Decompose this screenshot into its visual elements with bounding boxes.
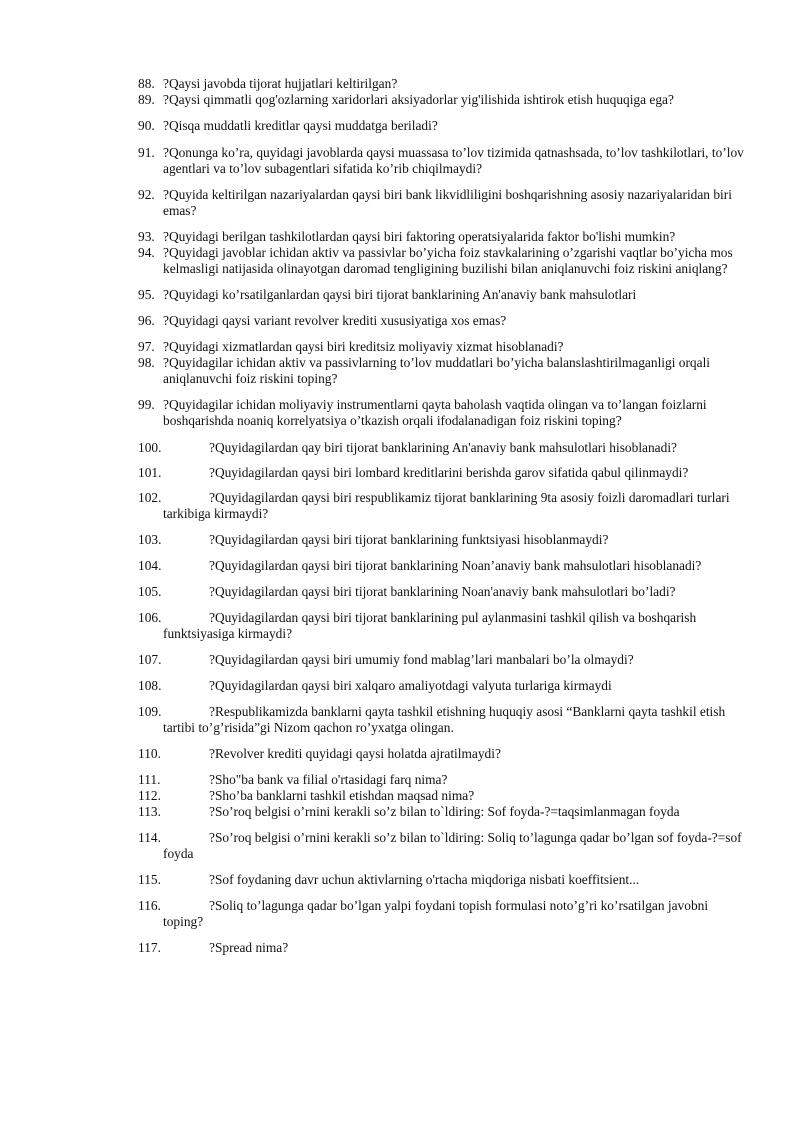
list-item	[138, 92, 748, 108]
list-item	[138, 287, 748, 303]
list-item	[138, 584, 748, 600]
item-number: 103.	[138, 532, 162, 547]
item-text: ?Qaysi javobda tijorat hujjatlari keltirilgan?	[163, 76, 398, 91]
item-text: ?Quyidagilardan qaysi biri xalqaro amaliyotdagi valyuta turlariga kirmaydi	[209, 678, 612, 693]
item-text: ?Quyidagilardan qaysi biri tijorat banklarining pul aylanmasini tashkil qilish va boshqarish funktsiyasiga kirmaydi?	[163, 610, 697, 641]
item-number: 115.	[138, 872, 161, 887]
list-item	[138, 339, 748, 355]
list-item	[138, 465, 748, 481]
item-text: ?Qonunga ko’ra, quyidagi javoblarda qaysi muassasa to’lov tizimida qatnashsada, to’lov tashkilotlari, to’lov agentlari va to’lov subagentlari sifatida ko’rib chiqilmaydi?	[163, 145, 744, 176]
item-number: 104.	[138, 558, 162, 573]
item-text: ?Sof foydaning davr uchun aktivlarning o'rtacha miqdoriga nisbati koeffitsient...	[209, 872, 640, 887]
item-number: 108.	[138, 678, 162, 693]
item-text: ?Quyidagilar ichidan moliyaviy instrumentlarni qayta baholash vaqtida olingan va to’langan foizlarni boshqarishda noaniq korrelyatsiya o’tkazish orqali ifodalanadigan foiz riskini toping?	[163, 397, 707, 428]
list-item	[138, 704, 748, 736]
list-item	[138, 678, 748, 694]
item-text: ?Revolver krediti quyidagi qaysi holatda ajratilmaydi?	[209, 746, 501, 761]
list-item	[138, 187, 748, 219]
list-item	[138, 145, 748, 177]
item-number: 112.	[138, 788, 161, 803]
item-text: ?Respublikamizda banklarni qayta tashkil etishning huquqiy asosi “Banklarni qayta tashkil etish tartibi to’g’risida”gi Nizom qachon ro’yxatga olingan.	[163, 704, 726, 735]
list-item	[138, 76, 748, 92]
list-item	[138, 830, 748, 862]
list-item	[138, 558, 748, 574]
item-number: 109.	[138, 704, 162, 719]
item-number: 114.	[138, 830, 161, 845]
list-item	[138, 313, 748, 329]
item-text: ?Quyidagilardan qaysi biri tijorat banklarining Noan’anaviy bank mahsulotlari hisoblanadi?	[209, 558, 702, 573]
item-number: 96.	[138, 313, 155, 328]
item-number: 91.	[138, 145, 155, 160]
item-number: 102.	[138, 490, 162, 505]
item-text: ?Quyidagilardan qay biri tijorat banklarining An'anaviy bank mahsulotlari hisoblanadi?	[209, 440, 677, 455]
item-number: 99.	[138, 397, 155, 412]
item-number: 117.	[138, 940, 161, 955]
list-item	[138, 118, 748, 134]
list-item	[138, 532, 748, 548]
list-item	[138, 788, 748, 804]
item-text: ?Quyida keltirilgan nazariyalardan qaysi biri bank likvidliligini boshqarishning asosiy nazariyalaridan biri emas?	[163, 187, 732, 218]
item-text: ?So’roq belgisi o’rnini kerakli so’z bilan to`ldiring: Sof foyda-?=taqsimlanmagan foyda	[209, 804, 680, 819]
item-text: ?Quyidagilardan qaysi biri tijorat banklarining funktsiyasi hisoblanmaydi?	[209, 532, 609, 547]
item-text: ?Quyidagi javoblar ichidan aktiv va passivlar bo’yicha foiz stavkalarining o’zgarishi vaqtlar bo’yicha mos kelmasligi natijasida olinayotgan daromad tengligining buzilishi bilan aniqlanuvchi foiz riskini aniqlang?	[163, 245, 733, 276]
item-number: 89.	[138, 92, 155, 107]
item-number: 111.	[138, 772, 161, 787]
list-item	[138, 940, 748, 956]
item-text: ?So’roq belgisi o’rnini kerakli so’z bilan to`ldiring: Soliq to’lagunga qadar bo’lgan sof foyda-?=sof foyda	[163, 830, 742, 861]
list-item	[138, 355, 748, 387]
list-item	[138, 772, 748, 788]
list-item	[138, 804, 748, 820]
item-number: 107.	[138, 652, 162, 667]
item-text: ?Qisqa muddatli kreditlar qaysi muddatga beriladi?	[163, 118, 438, 133]
item-number: 101.	[138, 465, 162, 480]
item-number: 94.	[138, 245, 155, 260]
item-number: 98.	[138, 355, 155, 370]
item-number: 106.	[138, 610, 162, 625]
list-item	[138, 245, 748, 277]
item-text: ?Sho’ba banklarni tashkil etishdan maqsad nima?	[209, 788, 475, 803]
item-text: ?Quyidagi ko’rsatilganlardan qaysi biri tijorat banklarining An'anaviy bank mahsulotlari	[163, 287, 637, 302]
item-text: ?Sho"ba bank va filial o'rtasidagi farq nima?	[209, 772, 448, 787]
list-item	[138, 872, 748, 888]
list-item	[138, 229, 748, 245]
item-text: ?Quyidagilardan qaysi biri respublikamiz tijorat banklarining 9ta asosiy foizli daromadlari turlari tarkibiga kirmaydi?	[163, 490, 730, 521]
item-text: ?Quyidagilardan qaysi biri umumiy fond mablag’lari manbalari bo’la olmaydi?	[209, 652, 634, 667]
item-number: 95.	[138, 287, 155, 302]
item-number: 113.	[138, 804, 161, 819]
list-item	[138, 898, 748, 930]
item-text: ?Quyidagilardan qaysi biri lombard kreditlarini berishda garov sifatida qabul qilinmaydi?	[209, 465, 689, 480]
item-number: 93.	[138, 229, 155, 244]
list-item	[138, 440, 748, 456]
item-number: 105.	[138, 584, 162, 599]
list-item	[138, 397, 748, 429]
item-text: ?Soliq to’lagunga qadar bo’lgan yalpi foydani topish formulasi noto’g’ri ko’rsatilgan javobni toping?	[163, 898, 709, 929]
item-number: 110.	[138, 746, 161, 761]
item-number: 100.	[138, 440, 162, 455]
item-text: ?Quyidagi qaysi variant revolver krediti xususiyatiga xos emas?	[163, 313, 507, 328]
item-text: ?Qaysi qimmatli qog'ozlarning xaridorlari aksiyadorlar yig'ilishida ishtirok etish huquqiga ega?	[163, 92, 674, 107]
item-text: ?Quyidagilar ichidan aktiv va passivlarning to’lov muddatlari bo’yicha balanslashtirilmaganligi orqali aniqlanuvchi foiz riskini toping?	[163, 355, 711, 386]
item-number: 97.	[138, 339, 155, 354]
item-number: 90.	[138, 118, 155, 133]
item-text: ?Spread nima?	[209, 940, 289, 955]
item-text: ?Quyidagi xizmatlardan qaysi biri kreditsiz moliyaviy xizmat hisoblanadi?	[163, 339, 564, 354]
item-text: ?Quyidagi berilgan tashkilotlardan qaysi biri faktoring operatsiyalarida faktor bo'lishi mumkin?	[163, 229, 676, 244]
item-number: 116.	[138, 898, 161, 913]
list-item	[138, 652, 748, 668]
list-item	[138, 610, 748, 642]
list-item	[138, 746, 748, 762]
list-item	[138, 490, 748, 522]
item-text: ?Quyidagilardan qaysi biri tijorat banklarining Noan'anaviy bank mahsulotlari bo’ladi?	[209, 584, 676, 599]
item-number: 88.	[138, 76, 155, 91]
question-list	[138, 76, 748, 956]
item-number: 92.	[138, 187, 155, 202]
